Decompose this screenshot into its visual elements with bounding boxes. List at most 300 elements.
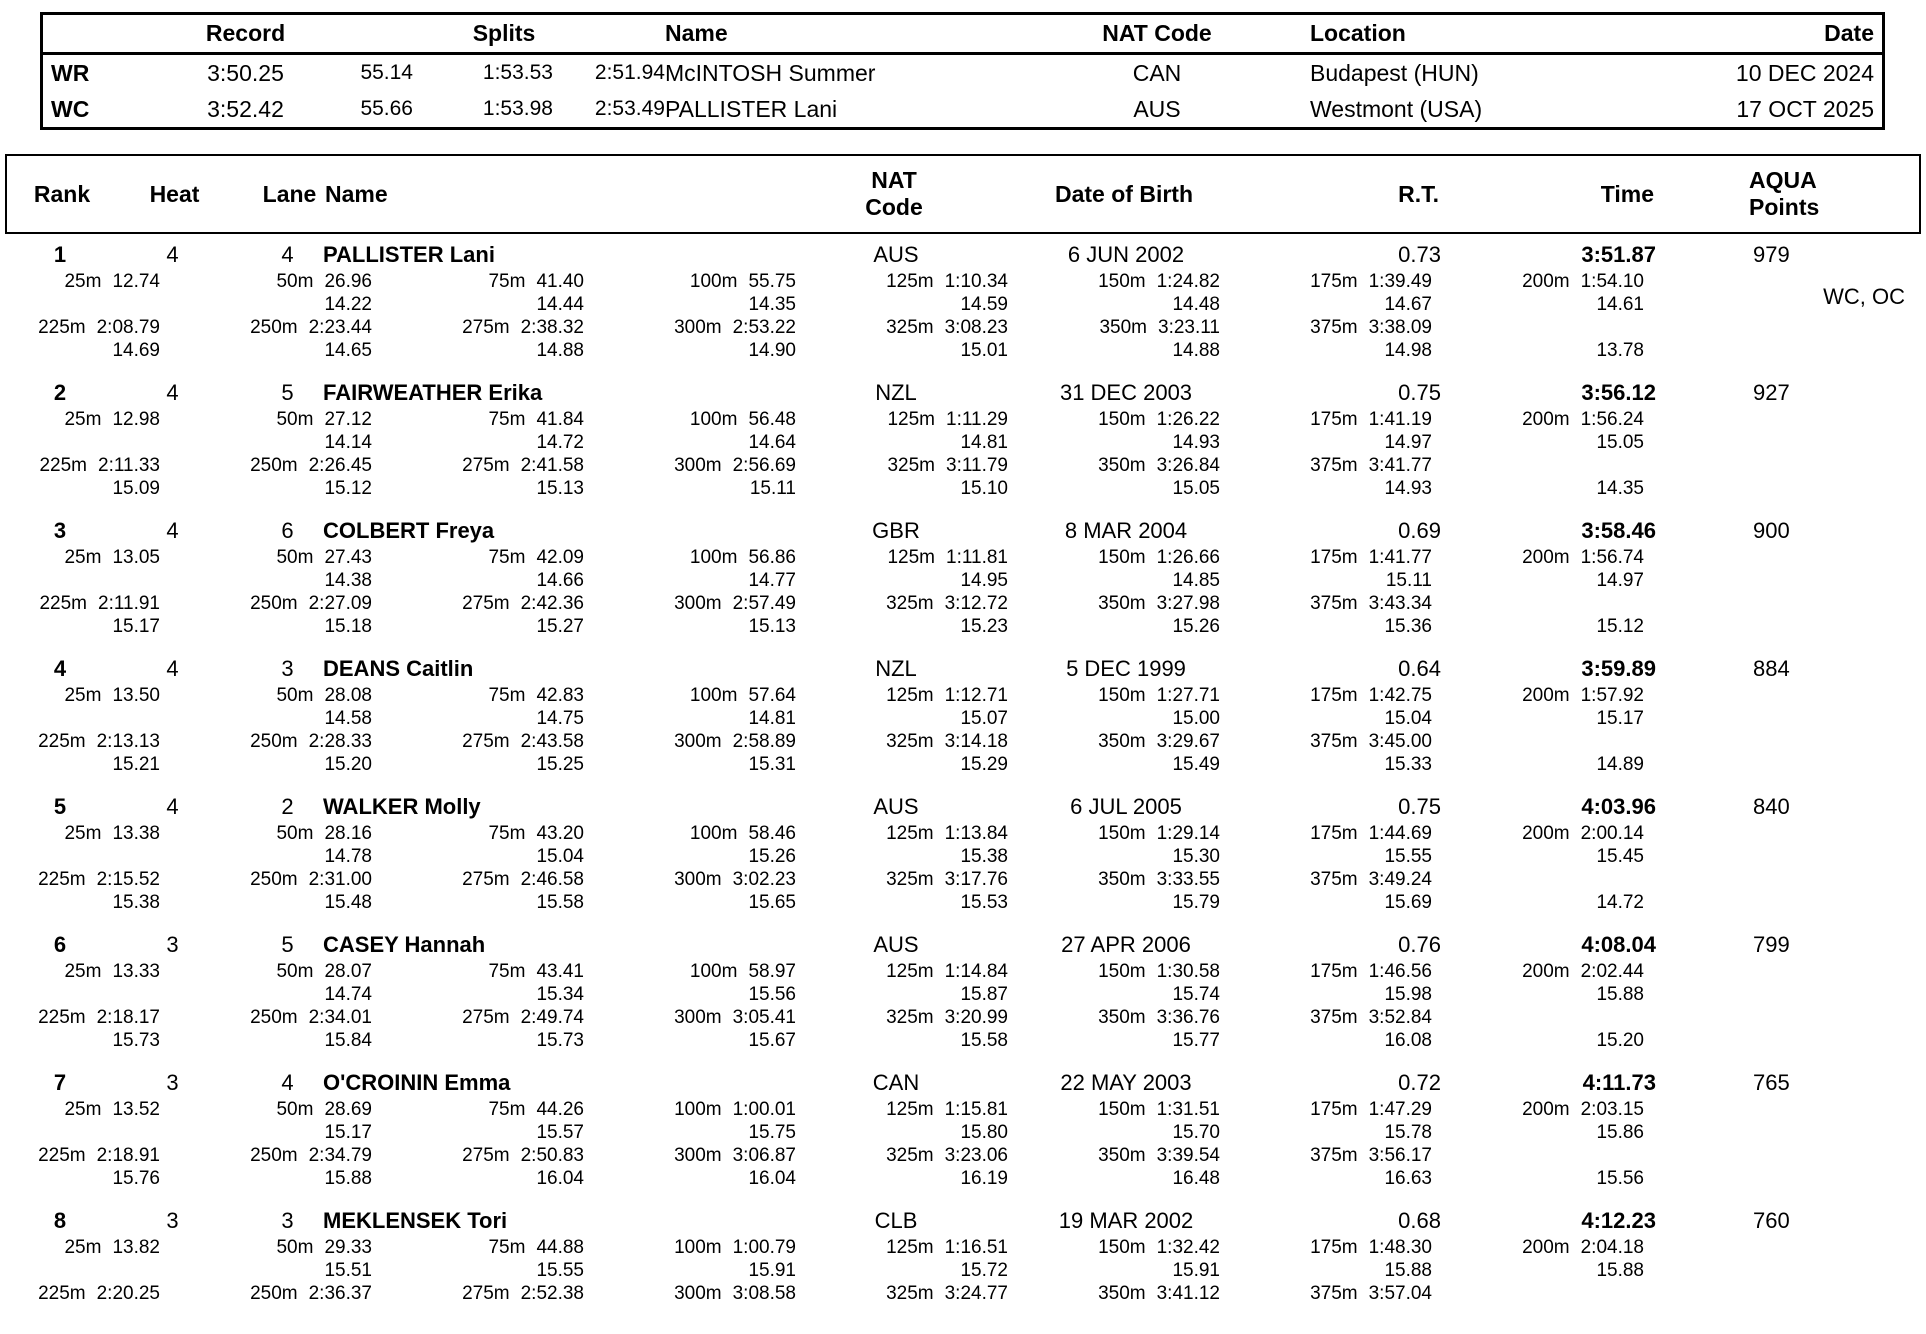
- nat-code-cell: NZL: [875, 380, 917, 405]
- pace-line: [5, 431, 1921, 454]
- split-cell: [1008, 961, 1220, 983]
- split-distance-label: 375m: [1310, 316, 1358, 338]
- result-row: [5, 1206, 1921, 1328]
- nat-code-cell: AUS: [873, 932, 919, 957]
- split-distance-label: 25m: [64, 546, 102, 568]
- split-times-line-a: [5, 270, 1921, 293]
- result-main-line: [5, 930, 1921, 960]
- split-time-value: 3:12.72: [944, 592, 1008, 614]
- split-distance-label: 250m: [250, 1282, 298, 1304]
- split-cell: [160, 685, 372, 707]
- split-distance-label: 50m: [276, 1098, 314, 1120]
- split-cell: [1220, 731, 1432, 753]
- split-distance-label: 275m: [462, 454, 510, 476]
- pace-value: 15.88: [324, 1167, 372, 1189]
- split-distance-label: 325m: [886, 1282, 934, 1304]
- pace-value: 16.08: [1384, 1029, 1432, 1051]
- pace-line: [5, 845, 1921, 868]
- split-time-value: 3:41.12: [1156, 1282, 1220, 1304]
- split-distance-label: 250m: [250, 1006, 298, 1028]
- pace-value: 15.29: [960, 753, 1008, 775]
- split-cell: [160, 731, 372, 753]
- split-cell: [584, 1283, 796, 1305]
- swimmer-name: DEANS Caitlin: [323, 656, 474, 681]
- pace-value: 14.74: [324, 983, 372, 1005]
- split-distance-label: 200m: [1522, 408, 1570, 430]
- pace-line: [5, 569, 1921, 592]
- split-time-value: 1:11.29: [946, 408, 1008, 430]
- split-time-value: 1:41.19: [1368, 408, 1432, 430]
- pace-value: 15.31: [748, 753, 796, 775]
- split-time-value: 56.86: [748, 546, 796, 568]
- split-time-value: 27.12: [324, 408, 372, 430]
- split-times-line-a: [5, 546, 1921, 569]
- pace-value: 16.04: [748, 1167, 796, 1189]
- pace-value: 15.78: [1384, 1121, 1432, 1143]
- pace-value: 14.35: [748, 293, 796, 315]
- pace-value: 15.11: [749, 477, 796, 499]
- split-distance-label: 375m: [1310, 454, 1358, 476]
- split-times-line-a: [5, 1236, 1921, 1259]
- pace-line: [5, 1259, 1921, 1282]
- swimmer-name: FAIRWEATHER Erika: [323, 380, 543, 405]
- split-times-line-b: [5, 730, 1921, 753]
- split-cell: [584, 1237, 796, 1259]
- pace-value: 15.79: [1172, 891, 1220, 913]
- split-distance-label: 50m: [276, 684, 314, 706]
- pace-value: 15.86: [1596, 1121, 1644, 1143]
- split-distance-label: 375m: [1310, 730, 1358, 752]
- split-cell: [5, 1283, 160, 1305]
- split-cell: [1220, 685, 1432, 707]
- pace-value: 14.69: [112, 339, 160, 361]
- split-time-value: 1:56.74: [1580, 546, 1644, 568]
- nat-code-cell: AUS: [873, 242, 919, 267]
- split-distance-label: 125m: [886, 1098, 934, 1120]
- lane-cell: 3: [281, 1208, 294, 1233]
- pace-value: 14.95: [960, 569, 1008, 591]
- reaction-time-cell: 0.69: [1398, 518, 1441, 543]
- split-distance-label: 125m: [886, 270, 934, 292]
- pace-value: 15.01: [960, 339, 1008, 361]
- split-distance-label: 200m: [1522, 1098, 1570, 1120]
- aqua-points-cell: 799: [1753, 932, 1790, 957]
- pace-value: 15.05: [1172, 477, 1220, 499]
- split-time-value: 2:43.58: [520, 730, 584, 752]
- pace-value: 15.45: [1596, 845, 1644, 867]
- pace-value: 14.88: [1172, 339, 1220, 361]
- split-cell: [5, 1007, 160, 1029]
- pace-value: 14.97: [1384, 431, 1432, 453]
- split-cell: [584, 1007, 796, 1029]
- split-times-line-b: [5, 1282, 1921, 1305]
- split-cell: [1008, 1283, 1220, 1305]
- record-time: 3:50.25: [207, 59, 284, 86]
- rank-cell: 1: [53, 242, 67, 267]
- pace-value: 15.18: [324, 615, 372, 637]
- split-time-value: 28.07: [324, 960, 372, 982]
- split-time-value: 42.09: [536, 546, 584, 568]
- split-cell: [1008, 547, 1220, 569]
- split-distance-label: 100m: [674, 1098, 722, 1120]
- split-time-value: 1:42.75: [1368, 684, 1432, 706]
- split-distance-label: 350m: [1098, 730, 1146, 752]
- lane-cell: 4: [281, 1070, 294, 1095]
- record-date: 17 OCT 2025: [1736, 95, 1874, 122]
- result-main-line: [5, 240, 1921, 270]
- split-cell: [372, 1007, 584, 1029]
- pace-line: [5, 707, 1921, 730]
- nat-code-cell: CAN: [872, 1070, 920, 1095]
- split-distance-label: 250m: [250, 592, 298, 614]
- split-cell: [584, 731, 796, 753]
- split-cell: [5, 685, 160, 707]
- pace-value: 15.26: [1172, 615, 1220, 637]
- split-cell: [796, 961, 1008, 983]
- split-time-value: 1:30.58: [1156, 960, 1220, 982]
- split-time-value: 2:53.22: [732, 316, 796, 338]
- split-cell: [1432, 685, 1644, 707]
- split-time-value: 1:48.30: [1368, 1236, 1432, 1258]
- split-time-value: 1:10.34: [944, 270, 1008, 292]
- split-time-value: 27.43: [324, 546, 372, 568]
- pace-value: 14.58: [324, 707, 372, 729]
- split-cell: [796, 1007, 1008, 1029]
- split-distance-label: 200m: [1522, 546, 1570, 568]
- split-cell: [1008, 823, 1220, 845]
- split-cell: [584, 271, 796, 293]
- split-cell: [1432, 271, 1644, 293]
- split-cell: [372, 455, 584, 477]
- split-time-value: 56.48: [748, 408, 796, 430]
- pace-value: 15.13: [536, 477, 584, 499]
- aqua-points-cell: 765: [1753, 1070, 1790, 1095]
- rank-cell: 4: [53, 656, 67, 681]
- pace-value: 14.89: [1596, 753, 1644, 775]
- split-cell: [584, 1145, 796, 1167]
- split-distance-label: 100m: [689, 684, 738, 706]
- pace-value: 15.17: [324, 1121, 372, 1143]
- pace-value: 15.49: [1172, 753, 1220, 775]
- split-distance-label: 350m: [1098, 454, 1146, 476]
- pace-value: 14.77: [748, 569, 796, 591]
- split-distance-label: 150m: [1098, 684, 1146, 706]
- pace-value: 15.00: [1172, 707, 1220, 729]
- split-distance-label: 275m: [462, 592, 510, 614]
- split-time-value: 2:11.33: [98, 454, 160, 476]
- pace-value: 15.17: [1596, 707, 1644, 729]
- split-time-value: 13.52: [112, 1098, 160, 1120]
- pace-line: [5, 983, 1921, 1006]
- split-distance-label: 350m: [1099, 316, 1148, 338]
- lane-cell: 5: [281, 380, 294, 405]
- split-time-value: 1:54.10: [1580, 270, 1644, 292]
- record-holder-name: PALLISTER Lani: [665, 95, 838, 122]
- pace-value: 15.67: [748, 1029, 796, 1051]
- split-distance-label: 175m: [1310, 270, 1358, 292]
- heat-cell: 4: [166, 794, 179, 819]
- swimmer-name: CASEY Hannah: [323, 932, 486, 957]
- split-time-value: 1:31.51: [1156, 1098, 1220, 1120]
- split-cell: [1008, 317, 1220, 339]
- split-distance-label: 375m: [1310, 1144, 1358, 1166]
- pace-value: 15.55: [536, 1259, 584, 1281]
- split-cell: [372, 547, 584, 569]
- pace-value: 16.48: [1172, 1167, 1220, 1189]
- result-main-line: [5, 378, 1921, 408]
- split-cell: [160, 547, 372, 569]
- pace-line: [5, 1121, 1921, 1144]
- dob-header-label: Date of Birth: [1055, 180, 1193, 207]
- heat-cell: 3: [166, 932, 179, 957]
- split-distance-label: 75m: [488, 1098, 526, 1120]
- nat-code-cell: NZL: [875, 656, 917, 681]
- split-time-value: 2:27.09: [308, 592, 372, 614]
- pace-value: 15.65: [748, 891, 796, 913]
- split-time-value: 2:57.49: [732, 592, 796, 614]
- split-cell: [372, 685, 584, 707]
- split-time-value: 1:56.24: [1580, 408, 1644, 430]
- split-distance-label: 125m: [886, 1236, 934, 1258]
- split-cell: [1008, 1145, 1220, 1167]
- split-distance-label: 300m: [674, 868, 722, 890]
- split-cell: [584, 1099, 796, 1121]
- pace-value: 14.85: [1172, 569, 1220, 591]
- pace-value: 15.69: [1384, 891, 1432, 913]
- split-time-value: 28.69: [324, 1098, 372, 1120]
- pace-value: 15.26: [748, 845, 796, 867]
- pace-value: 15.10: [960, 477, 1008, 499]
- split-distance-label: 125m: [887, 408, 936, 430]
- result-main-line: [5, 1068, 1921, 1098]
- split-time-value: 1:41.77: [1368, 546, 1432, 568]
- pace-value: 15.56: [1596, 1167, 1644, 1189]
- swimmer-name: PALLISTER Lani: [323, 242, 495, 267]
- split-time-value: 1:26.66: [1156, 546, 1220, 568]
- split-time-value: 12.74: [112, 270, 160, 292]
- split-time-value: 28.08: [324, 684, 372, 706]
- record-date: 10 DEC 2024: [1735, 59, 1874, 86]
- split-distance-label: 200m: [1522, 684, 1570, 706]
- split-distance-label: 150m: [1098, 1236, 1146, 1258]
- split-time-value: 13.38: [112, 822, 160, 844]
- split-distance-label: 350m: [1098, 592, 1146, 614]
- split-time-value: 2:38.32: [520, 316, 584, 338]
- split-distance-label: 325m: [886, 868, 934, 890]
- split-time-value: 2:03.15: [1580, 1098, 1644, 1120]
- split-distance-label: 375m: [1310, 868, 1358, 890]
- nat-code-cell: AUS: [873, 794, 919, 819]
- pace-value: 15.07: [960, 707, 1008, 729]
- split-cell: [1432, 409, 1644, 431]
- nat-header-line2: Code: [865, 194, 923, 220]
- result-main-line: [5, 1206, 1921, 1236]
- pace-value: 15.20: [324, 753, 372, 775]
- pace-value: 14.61: [1596, 293, 1644, 315]
- split-cell: [1220, 593, 1432, 615]
- split-time-value: 43.41: [536, 960, 584, 982]
- pace-value: 14.35: [1596, 477, 1644, 499]
- split-cell: [5, 869, 160, 891]
- split-distance-label: 75m: [488, 270, 526, 292]
- split-time-value: 3:23.11: [1158, 316, 1220, 338]
- split-cell: [1432, 1237, 1644, 1259]
- split-distance-label: 25m: [64, 270, 102, 292]
- pace-value: 15.17: [112, 615, 160, 637]
- date-of-birth-cell: 8 MAR 2004: [1064, 518, 1188, 543]
- world-record-row: [43, 55, 1882, 91]
- date-of-birth-cell: 6 JUN 2002: [1067, 242, 1185, 267]
- split-distance-label: 350m: [1098, 1282, 1146, 1304]
- split-time-value: 3:39.54: [1156, 1144, 1220, 1166]
- split-time-value: 2:41.58: [520, 454, 584, 476]
- record-holder-nat: AUS: [1133, 95, 1181, 122]
- split-distance-label: 225m: [38, 1144, 86, 1166]
- split-time-value: 42.83: [536, 684, 584, 706]
- heat-header-label: Heat: [149, 180, 200, 207]
- split-cell: [160, 317, 372, 339]
- result-main-line: [5, 516, 1921, 546]
- split-times-line-b: [5, 316, 1921, 339]
- split-cell: [1220, 869, 1432, 891]
- split-cell: [5, 1099, 160, 1121]
- split-cell: [1432, 547, 1644, 569]
- pace-value: 15.72: [960, 1259, 1008, 1281]
- split-time-value: 3:11.79: [946, 454, 1008, 476]
- split-time-value: 1:13.84: [944, 822, 1008, 844]
- split-times-line-b: [5, 1006, 1921, 1029]
- pace-value: 15.91: [748, 1259, 796, 1281]
- split-distance-label: 175m: [1310, 1098, 1358, 1120]
- split-cell: [372, 823, 584, 845]
- split-time-value: 3:06.87: [732, 1144, 796, 1166]
- split-time-value: 58.97: [748, 960, 796, 982]
- result-row: [5, 654, 1921, 776]
- pace-value: 14.72: [536, 431, 584, 453]
- record-header-label: Record: [205, 20, 286, 46]
- aqua-points-header-label: [1749, 167, 1919, 221]
- split-cell: [5, 731, 160, 753]
- split-cell: [584, 961, 796, 983]
- pace-value: 14.88: [536, 339, 584, 361]
- split-cell: [1432, 823, 1644, 845]
- split-distance-label: 100m: [674, 1236, 722, 1258]
- pace-value: 14.66: [536, 569, 584, 591]
- split-distance-label: 75m: [488, 408, 526, 430]
- split-distance-label: 325m: [886, 592, 934, 614]
- split-distance-label: 275m: [462, 730, 510, 752]
- pace-value: 16.19: [960, 1167, 1008, 1189]
- split-time-value: 2:18.91: [96, 1144, 160, 1166]
- split-cell: [372, 1099, 584, 1121]
- pace-value: 15.27: [536, 615, 584, 637]
- split-time-value: 1:00.79: [732, 1236, 796, 1258]
- pace-line: [5, 1305, 1921, 1328]
- split-cell: [5, 455, 160, 477]
- split-distance-label: 300m: [674, 730, 722, 752]
- split-time-value: 2:13.13: [96, 730, 160, 752]
- split-time-value: 1:46.56: [1368, 960, 1432, 982]
- record-location: Westmont (USA): [1310, 95, 1483, 122]
- split-distance-label: 100m: [689, 546, 738, 568]
- split-time-value: 3:24.77: [944, 1282, 1008, 1304]
- split-time-value: 44.26: [536, 1098, 584, 1120]
- split-time-value: 1:14.84: [944, 960, 1008, 982]
- date-of-birth-cell: 6 JUL 2005: [1070, 794, 1182, 819]
- pace-line: [5, 1167, 1921, 1190]
- aqua-points-cell: 884: [1753, 656, 1790, 681]
- pace-value: 15.88: [1596, 983, 1644, 1005]
- heat-cell: 4: [166, 380, 179, 405]
- split-time-value: 1:57.92: [1580, 684, 1644, 706]
- result-row: [5, 240, 1921, 362]
- split-distance-label: 100m: [689, 270, 738, 292]
- split-cell: [160, 1283, 372, 1305]
- split-distance-label: 175m: [1310, 408, 1358, 430]
- split-time-value: 2:56.69: [732, 454, 796, 476]
- split-cell: [160, 455, 372, 477]
- split-time-value: 2:04.18: [1580, 1236, 1644, 1258]
- pace-value: 15.87: [960, 983, 1008, 1005]
- split-cell: [796, 1237, 1008, 1259]
- pace-value: 15.76: [112, 1167, 160, 1189]
- split-time-value: 3:08.58: [732, 1282, 796, 1304]
- nat-code-header-label: [829, 167, 959, 221]
- result-row: [5, 792, 1921, 914]
- split-time-value: 2:23.44: [308, 316, 372, 338]
- split-cell: [160, 823, 372, 845]
- pace-value: 15.80: [960, 1121, 1008, 1143]
- split-time-value: 3:52.84: [1368, 1006, 1432, 1028]
- split-distance-label: 200m: [1522, 270, 1570, 292]
- split-time-value: 28.16: [324, 822, 372, 844]
- split-distance-label: 150m: [1098, 822, 1146, 844]
- split-cell: [372, 409, 584, 431]
- split-cell: [1008, 869, 1220, 891]
- split-distance-label: 300m: [674, 1144, 722, 1166]
- split-cell: [1008, 731, 1220, 753]
- pace-value: 14.65: [324, 339, 372, 361]
- split-cell: [584, 409, 796, 431]
- pace-value: 14.81: [960, 431, 1008, 453]
- split-cell: [1008, 1237, 1220, 1259]
- record-split-200: 1:53.98: [482, 97, 553, 120]
- reaction-time-cell: 0.68: [1398, 1208, 1441, 1233]
- rank-header-label: Rank: [33, 180, 91, 207]
- split-cell: [796, 455, 1008, 477]
- split-cell: [796, 731, 1008, 753]
- time-header-label: Time: [1600, 180, 1654, 207]
- result-row: [5, 1068, 1921, 1190]
- split-time-value: 41.84: [536, 408, 584, 430]
- split-cell: [372, 1145, 584, 1167]
- split-cell: [160, 1099, 372, 1121]
- split-cell: [1220, 409, 1432, 431]
- swimmer-name: MEKLENSEK Tori: [323, 1208, 508, 1233]
- split-time-value: 3:14.18: [944, 730, 1008, 752]
- split-distance-label: 375m: [1310, 1006, 1358, 1028]
- split-time-value: 3:38.09: [1368, 316, 1432, 338]
- rank-cell: 5: [53, 794, 67, 819]
- record-type: WC: [51, 95, 90, 122]
- split-distance-label: 100m: [689, 960, 738, 982]
- split-time-value: 43.20: [536, 822, 584, 844]
- date-header-label: Date: [1824, 20, 1874, 46]
- split-distance-label: 100m: [689, 822, 738, 844]
- split-time-value: 1:26.22: [1156, 408, 1220, 430]
- split-time-value: 55.75: [748, 270, 796, 292]
- pace-value: 15.34: [536, 983, 584, 1005]
